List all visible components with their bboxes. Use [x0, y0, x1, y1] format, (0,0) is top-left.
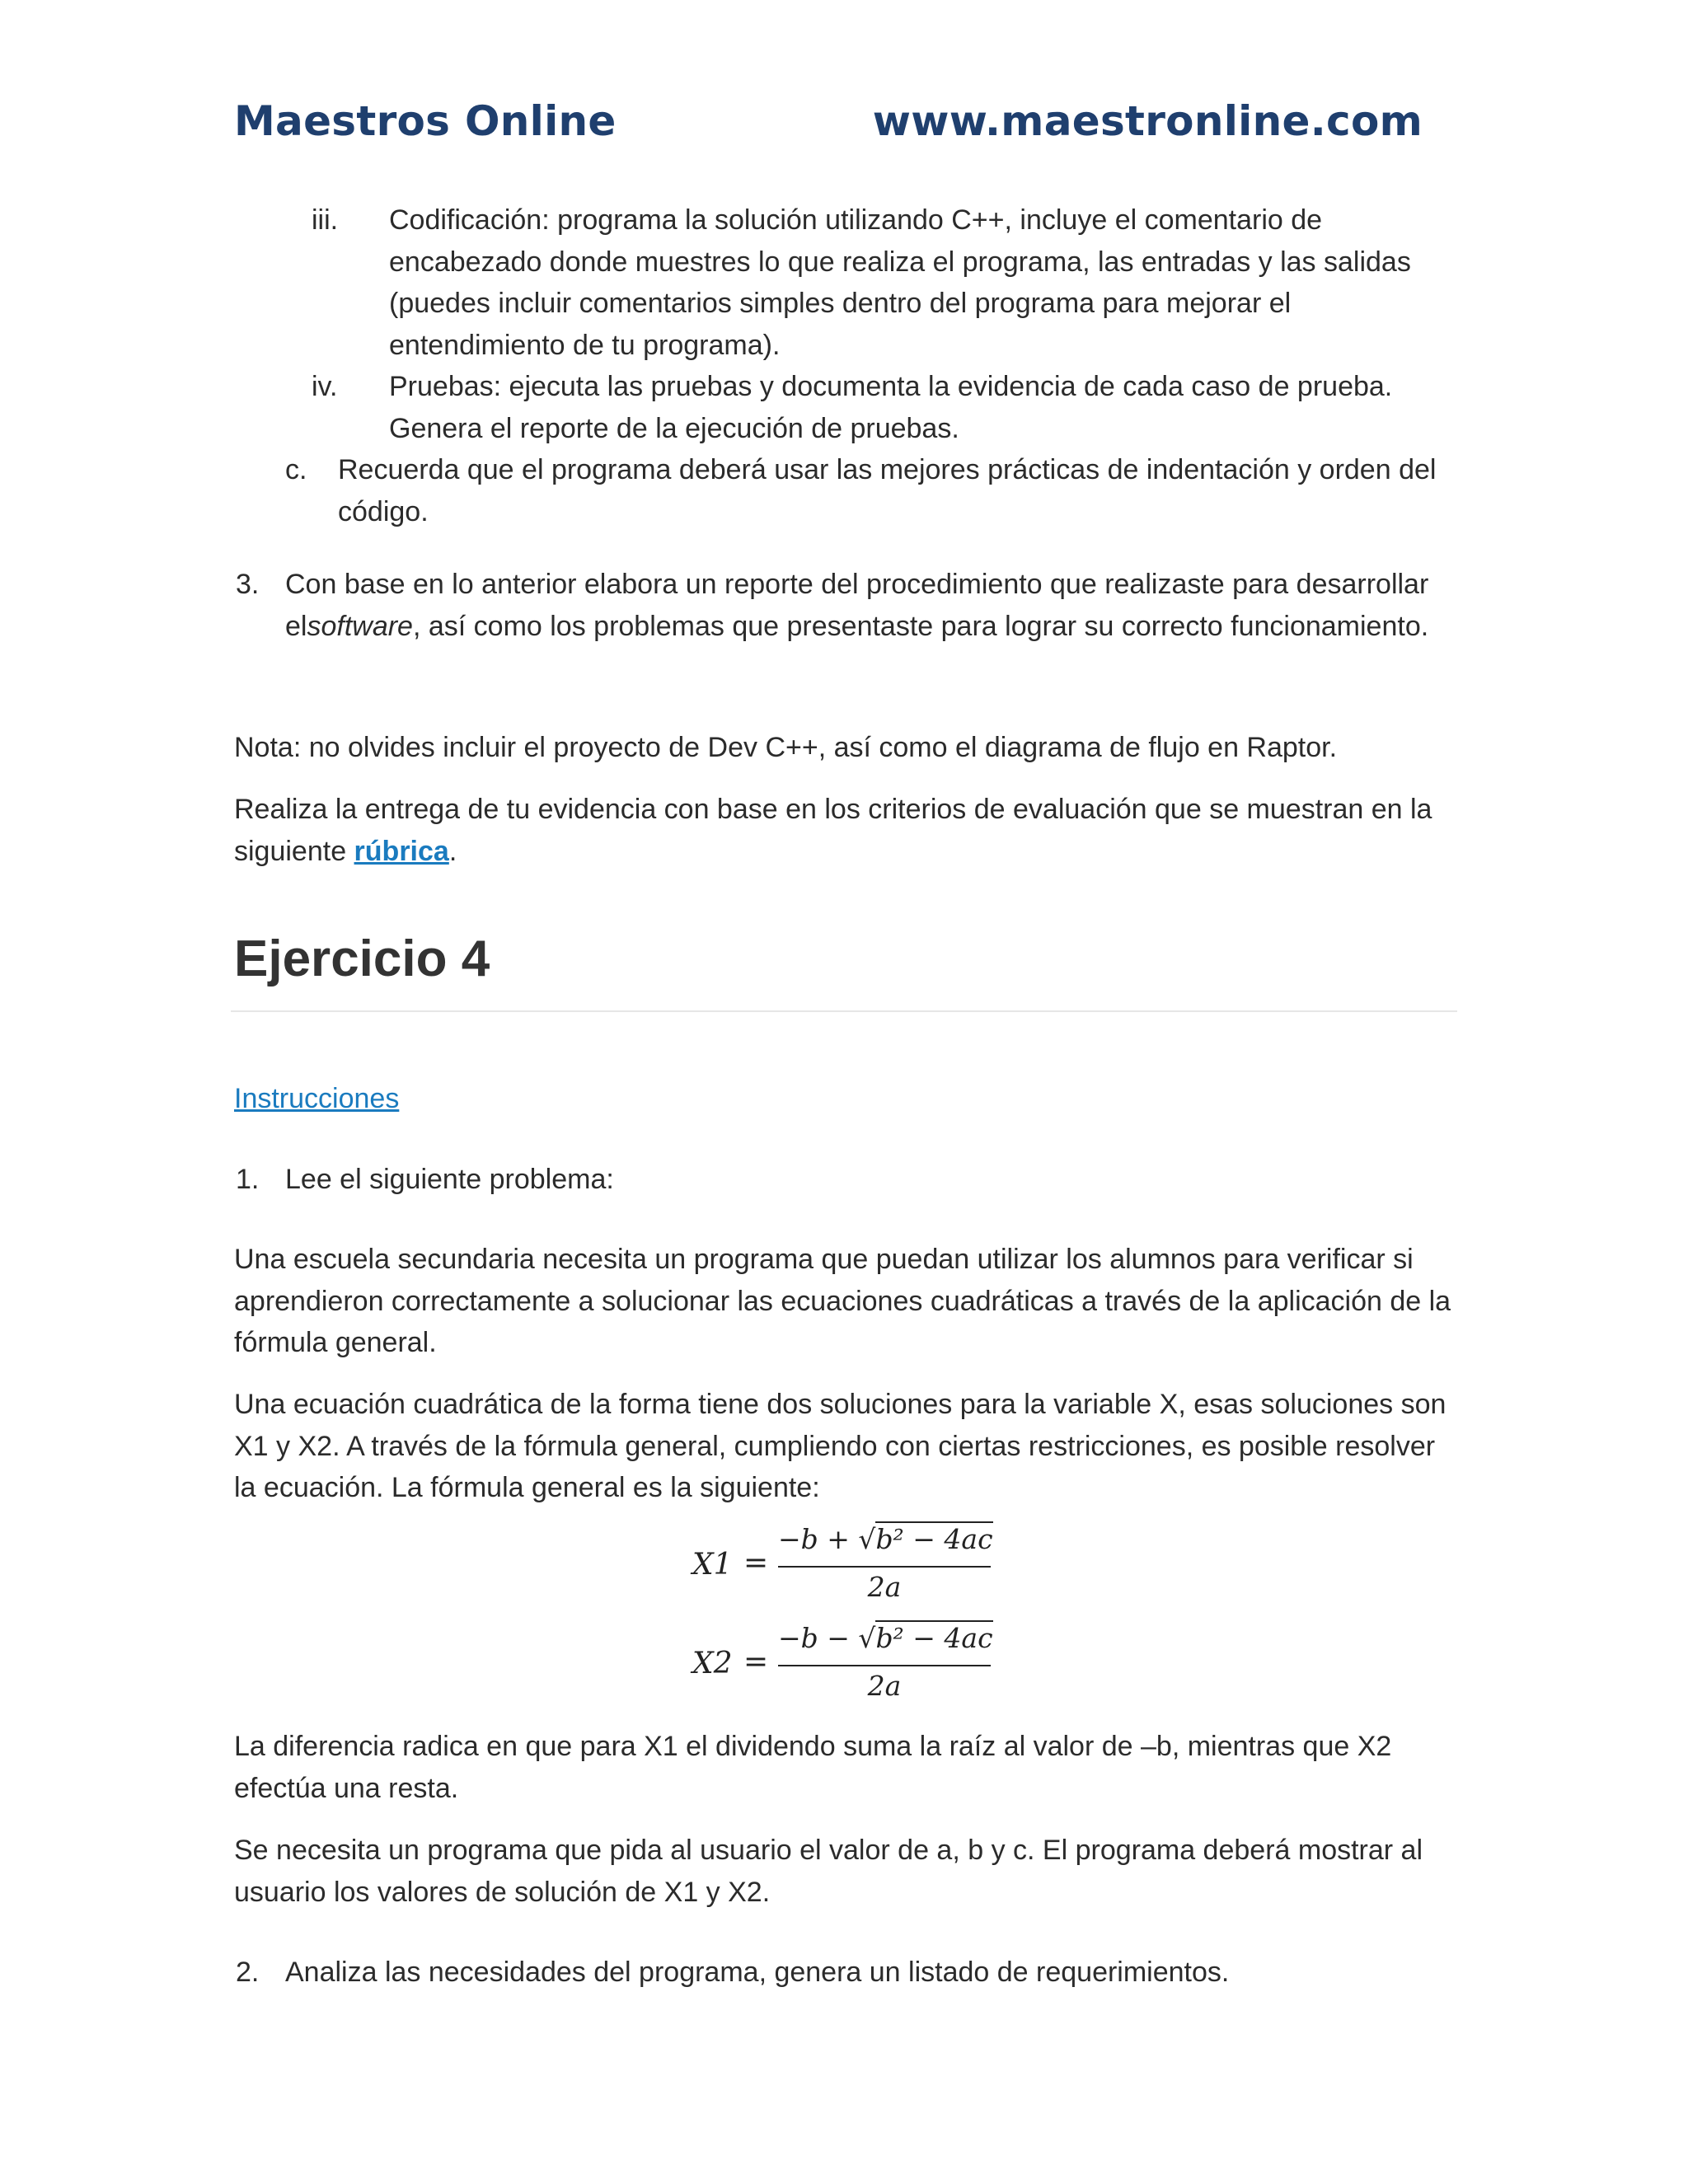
list-item-codificacion: Codificación: programa la solución utilizando C++, incluye el comentario de encabezado donde muestres lo que realiza el programa, las entradas y las salidas (puedes incluir comentarios simples dentro del programa para mejorar el entendimiento de tu programa). — [389, 204, 1411, 361]
formula-x1-num-pre: −b + √ — [778, 1523, 876, 1555]
formula-x1-fraction-bar — [778, 1566, 991, 1568]
formula-x2-lhs: X2 — [692, 1647, 733, 1680]
formula-x2 — [692, 1622, 1006, 1713]
formula-x2-num-pre: −b − √ — [778, 1622, 876, 1654]
problem-paragraph-3: La diferencia radica en que para X1 el dividendo suma la raíz al valor de –b, mientras que X2 efectúa una resta. — [234, 1731, 1392, 1804]
nota-paragraph: Nota: no olvides incluir el proyecto de Dev C++, así como el diagrama de flujo en Raptor. — [234, 732, 1338, 763]
formula-x2-radicand: b² − 4ac — [875, 1622, 993, 1654]
entrega-period: . — [448, 835, 457, 867]
formula-x2-numerator — [778, 1622, 991, 1654]
problem-paragraph-2: Una ecuación cuadrática de la forma tiene dos soluciones para la variable X, esas soluciones son X1 y X2. A través de la fórmula general, cumpliendo con ciertas restricciones, es posible resolver la ecuación. La fórmula general es la siguiente: — [234, 1389, 1447, 1503]
list-marker-iv: iv. — [312, 371, 338, 402]
section-divider — [231, 1010, 1457, 1012]
entrega-paragraph — [234, 789, 1470, 872]
formula-x1-radicand: b² − 4ac — [875, 1523, 993, 1555]
section-title: Ejercicio 4 — [234, 930, 490, 987]
header-brand: Maestros Online — [234, 97, 617, 145]
item3-text-italic: software — [307, 610, 413, 642]
instrucciones-link[interactable]: Instrucciones — [234, 1083, 400, 1114]
rubrica-link[interactable]: rúbrica — [354, 835, 449, 867]
item3-text-before: Con base en lo anterior elabora un reporte del procedimiento que realizaste para desarrollar el — [285, 569, 1429, 642]
step2-text: Analiza las necesidades del programa, genera un listado de requerimientos. — [285, 1957, 1230, 1988]
formula-x2-equals: = — [743, 1645, 769, 1679]
list-marker-3: 3. — [236, 569, 260, 600]
problem-paragraph-4: Se necesita un programa que pida al usuario el valor de a, b y c. El programa deberá mostrar al usuario los valores de solución de X1 y X2. — [234, 1835, 1423, 1908]
page-header — [234, 97, 1423, 145]
problem-paragraph-1: Una escuela secundaria necesita un programa que puedan utilizar los alumnos para verificar si aprendieron correctamente a solucionar las ecuaciones cuadráticas a través de la aplicación de la fórmula general. — [234, 1244, 1451, 1358]
step1-text: Lee el siguiente problema: — [285, 1164, 614, 1195]
entrega-text: Realiza la entrega de tu evidencia con base en los criterios de evaluación que se muestran en la siguiente — [234, 794, 1432, 867]
formula-x1-denominator: 2a — [867, 1571, 902, 1603]
item3-text-after: , así como los problemas que presentaste para lograr su correcto funcionamiento. — [412, 610, 1429, 642]
formula-x1-lhs: X1 — [692, 1548, 733, 1582]
formula-x1 — [692, 1523, 1006, 1614]
formula-x1-numerator — [778, 1523, 991, 1555]
header-website: www.maestronline.com — [872, 97, 1423, 145]
list-marker-iii: iii. — [312, 204, 339, 236]
list-marker-1: 1. — [236, 1164, 260, 1195]
list-item-reporte — [285, 564, 1431, 647]
list-item-recuerda: Recuerda que el programa deberá usar las mejores prácticas de indentación y orden del código. — [338, 454, 1437, 527]
list-marker-2: 2. — [236, 1957, 260, 1988]
list-item-pruebas: Pruebas: ejecuta las pruebas y documenta la evidencia de cada caso de prueba. Genera el reporte de la ejecución de pruebas. — [389, 371, 1393, 444]
list-marker-c: c. — [285, 454, 307, 485]
formula-x1-equals: = — [743, 1546, 769, 1580]
formula-x2-denominator: 2a — [867, 1670, 902, 1702]
formula-x2-fraction-bar — [778, 1665, 991, 1666]
